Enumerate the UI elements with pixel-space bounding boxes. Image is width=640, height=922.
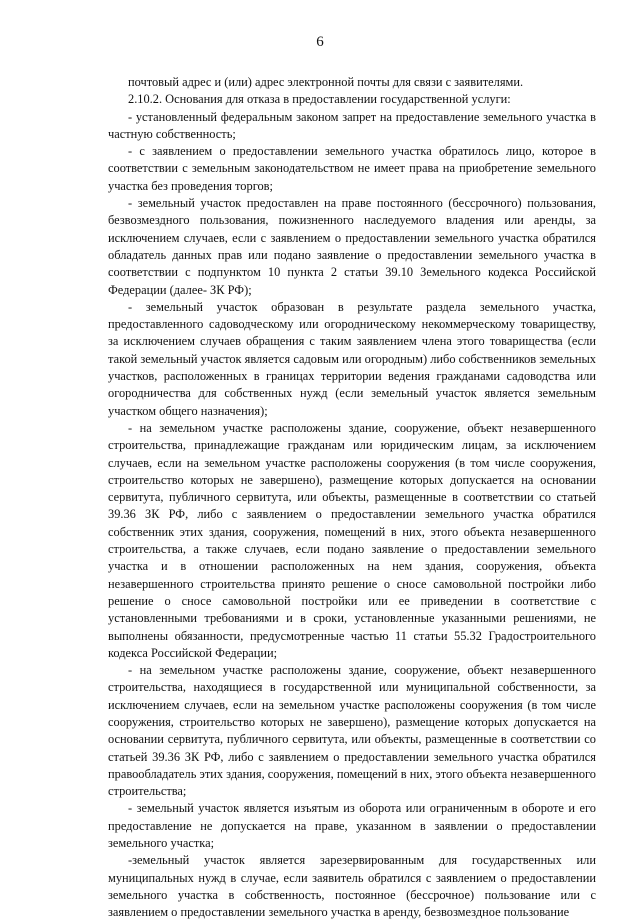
paragraph-refusal-reserved-land: -земельный участок является зарезервированным для государственных или муниципальных нужд в случае, если заявитель обратился с заявлением о предоставлении земельного участка в собственность, постоянное (бессрочное) пользование или с заявлением о предоставлении земельного участка в аренду, безвозмездное пользование [108,853,596,920]
paragraph-refusal-existing-rights: - земельный участок предоставлен на праве постоянного (бессрочного) пользования, безвозмездного пользования, пожизненного наследуемого владения или аренды, за исключением случаев, если с заявлением о предоставлении земельного участка обратился обладатель данных прав или подано заявление о предоставлении земельного участка в соответствии с подпунктом 10 пункта 2 статьи 39.10 Земельного кодекса Российской Федерации (далее- ЗК РФ); [108,196,596,297]
paragraph-refusal-withdrawn-land: - земельный участок является изъятым из оборота или ограниченным в обороте и его предоставление не допускается на праве, указанном в заявлении о предоставлении земельного участка; [108,801,596,851]
paragraph-refusal-no-right: - с заявлением о предоставлении земельного участка обратилось лицо, которое в соответствии с земельным законодательством не имеет права на приобретение земельного участка без проведения торгов; [108,144,596,193]
document-body [108,74,596,922]
paragraph-section-2-10-2-heading: 2.10.2. Основания для отказа в предоставлении государственной услуги: [128,92,511,107]
paragraph-refusal-private-buildings: - на земельном участке расположены здание, сооружение, объект незавершенного строительства, принадлежащие гражданам или юридическим лицам, за исключением случаев, если на земельном участке расположены сооружения (в том числе сооружения, строительство которых не завершено), размещение которых допускается на основании сервитута, публичного сервитута, или объекты, размещенные в соответствии со статьей 39.36 ЗК РФ, либо с заявлением о предоставлении земельного участка обратился собственник этих здания, сооружения, помещений в них, этого объекта незавершенного строительства, а также случаев, если подано заявление о предоставлении земельного участка и в отношении расположенных на нем здания, сооружения, объекта незавершенного строительства принято решение о сносе самовольной постройки либо решение о сносе самовольной постройки или ее приведении в соответствие с установленными требованиями и в сроки, установленные указанными решениями, не выполнены обязанности, предусмотренные частью 11 статьи 55.32 Градостроительного кодекса Российской Федерации; [108,420,596,660]
paragraph-refusal-garden-partition: - земельный участок образован в результате раздела земельного участка, предоставленного садоводческому или огородническому некоммерческому товариществу, за исключением случаев обращения с таким заявлением члена этого товарищества (если такой земельный участок является садовым или огородным) либо собственников земельных участков, расположенных в границах территории ведения гражданами садоводства или огородничества для собственных нужд (если земельный участок является земельным участком общего назначения); [108,299,596,418]
paragraph-contact-address: почтовый адрес и (или) адрес электронной почты для связи с заявителями. [128,75,524,89]
paragraph-refusal-state-buildings: - на земельном участке расположены здание, сооружение, объект незавершенного строительства, находящиеся в государственной или муниципальной собственности, за исключением случаев, если на земельном участке расположены сооружения (в том числе сооружения, строительство которых не завершено), размещение которых допускается на основании сервитута, публичного сервитута, или объекты, размещенные в соответствии со статьей 39.36 ЗК РФ, либо с заявлением о предоставлении земельного участка обратился правообладатель этих здания, сооружения, помещений в них, этого объекта незавершенного строительства; [108,663,596,799]
paragraph-refusal-federal-ban: - установленный федеральным законом запрет на предоставление земельного участка в частную собственность; [108,109,596,141]
page-number: 6 [316,34,324,50]
